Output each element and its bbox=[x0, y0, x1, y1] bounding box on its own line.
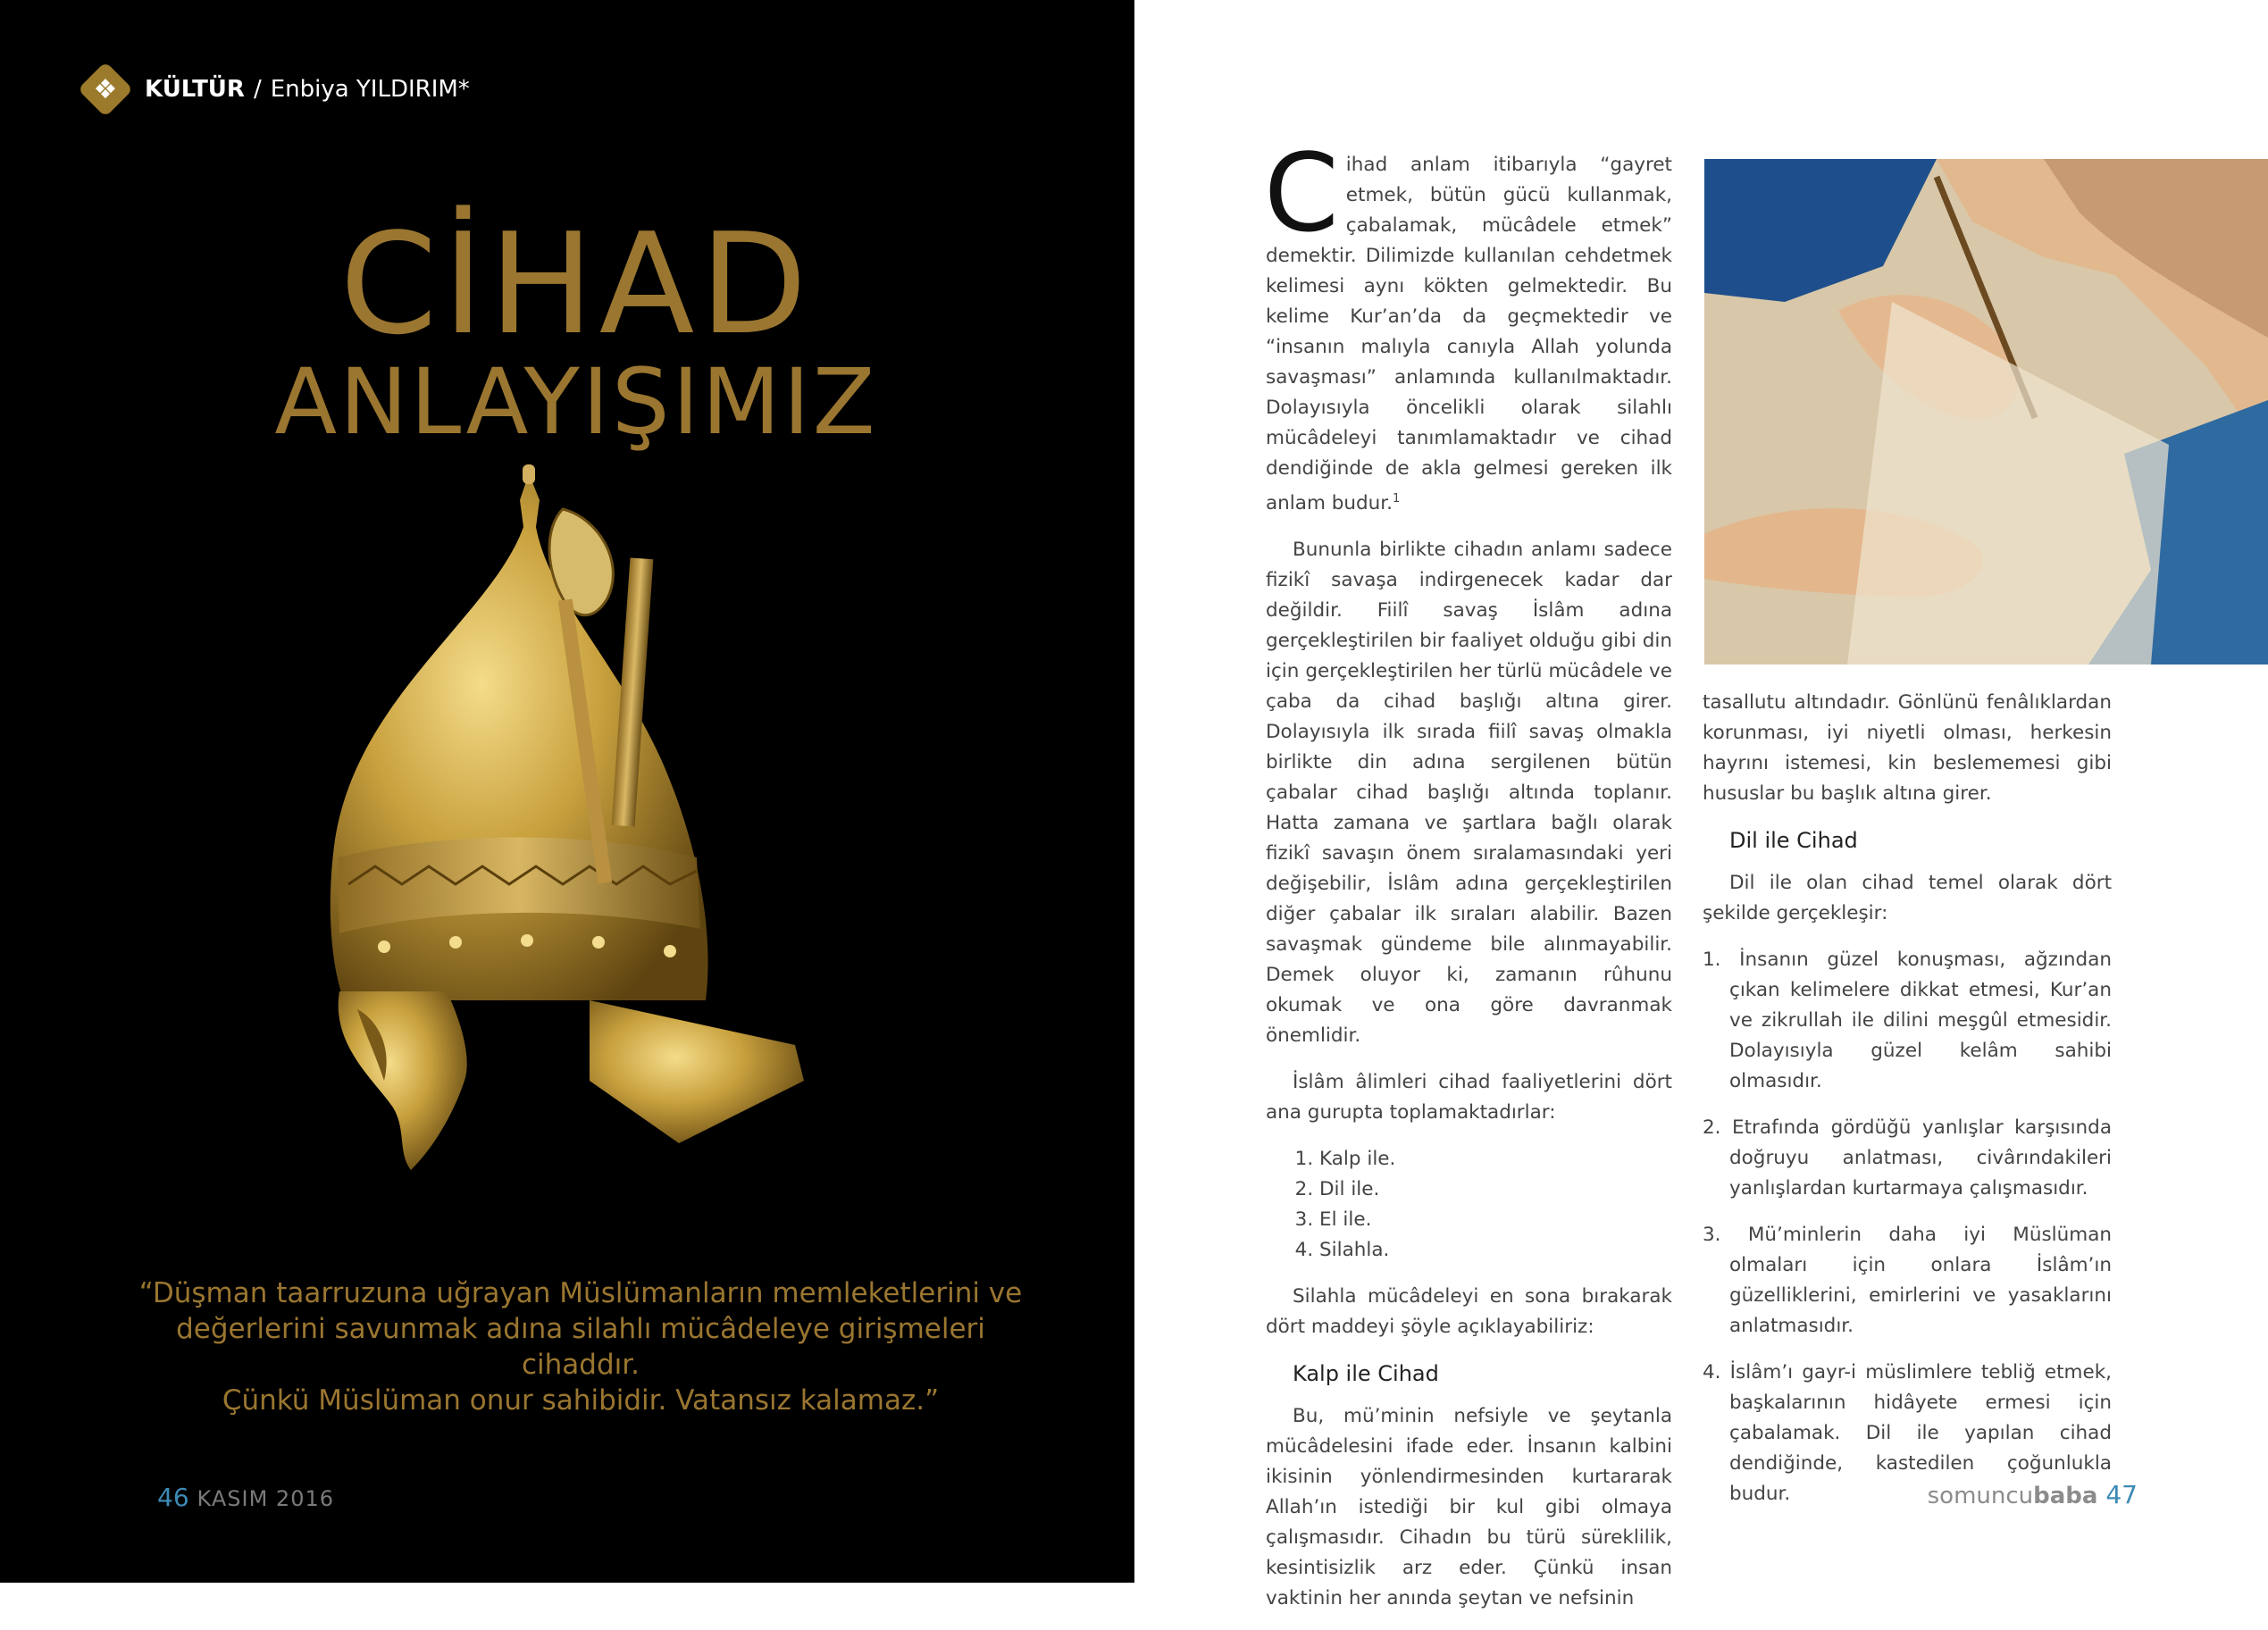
drop-cap: C bbox=[1264, 132, 1339, 256]
title-line-1: CİHAD bbox=[339, 203, 813, 365]
paragraph: tasallutu altındadır. Gönlünü fenâlıklardan korunması, iyi niyetli olması, herkesin hayrını istemesi, kin beslememesi gibi hususlar bu başlık altına girer. bbox=[1703, 691, 2112, 805]
list-item: 4. İslâm’ı gayr-i müslimlere tebliğ etmek, başkalarının hidâyete ermesi için çabalamak. Dil ile yapılan cihad dendiğinde, kastedilen çoğunlukla budur. bbox=[1703, 1361, 2112, 1505]
writing-child-photo bbox=[1704, 159, 2268, 665]
dil-list bbox=[1703, 945, 2112, 1509]
list-item: 1. Kalp ile. bbox=[1319, 1144, 1672, 1174]
section-separator: / bbox=[253, 76, 262, 103]
title-line-2: ANLAYIŞIMIZ bbox=[274, 349, 878, 456]
subheading-kalp: Kalp ile Cihad bbox=[1293, 1361, 1439, 1387]
paragraph: Bununla birlikte cihadın anlamı sadece fizikî savaşa indirgenecek kadar dar değildir. Fiilî savaş İslâm adına gerçekleştirilen bir faaliyet olduğu gibi din için gerçekleştirilen her türlü mücâdele ve çaba da cihad başlığı altına girer. Dolayısıyla ilk sırada fiilî savaş olmakla birlikte din adına sergilenen bütün çabalar cihad başlığı altında toplanır. Hatta zamana ve şartlara bağlı olarak fizikî savaşın önem sıralamasındaki yeri değişebilir, İslâm adına gerçekleştirilen diğer çabalar ilk sıraları alabilir. Bazen savaşmak gündeme bile alınmayabilir. Demek oluyor ki, zamanın rûhunu okumak ve ona göre davranmak önemlidir. bbox=[1266, 539, 1672, 1048]
quote-line: “Düşman taarruzuna uğrayan Müslümanların memleketlerini ve bbox=[138, 1277, 1023, 1309]
quote-line: Çünkü Müslüman onur sahibidir. Vatansız kalamaz.” bbox=[222, 1384, 940, 1417]
article-column-1 bbox=[1264, 132, 1672, 1630]
footnote-ref: 1 bbox=[1392, 492, 1401, 506]
issue-date: KASIM 2016 bbox=[197, 1486, 335, 1511]
intro-paragraph bbox=[1264, 132, 1672, 519]
paragraph-text: ihad anlam itibarıyla “gayret etmek, bütün gücü kullanmak, çabalamak, mücâdele etmek” demektir. Dilimizde kullanılan cehdetmek kelimesi aynı kökten gelmektedir. Bu kelime Kur’an’da da geçmektedir ve “insanın malıyla canıyla Allah yolunda savaşması” anlamında kullanılmaktadır. Dolayısıyla öncelikli olarak silahlı mücâdeleyi tanımlamaktadır ve cihad dendiğinde de akla gelmesi gereken ilk anlam budur. bbox=[1266, 154, 1672, 515]
section-tag bbox=[75, 59, 470, 120]
subheading-dil: Dil ile Cihad bbox=[1729, 828, 1858, 853]
folio-left bbox=[157, 1483, 334, 1512]
groups-list bbox=[1266, 1144, 1672, 1266]
paragraph: Bu, mü’minin nefsiyle ve şeytanla mücâdelesini ifade eder. İnsanın kalbini ikisinin yönlendirmesinden kurtararak Allah’ın istediği bir kul gibi olmaya çalışmasıdır. Cihadın bu türü süreklilik, kesintisizlik arz eder. Çünkü insan vaktinin her anında şeytan ve nefsinin bbox=[1266, 1405, 1672, 1610]
magazine-brand bbox=[1928, 1483, 2098, 1509]
quote-line: değerlerini savunmak adına silahlı mücâdeleye girişmeleri cihaddır. bbox=[176, 1313, 985, 1381]
article-column-2 bbox=[1703, 688, 2112, 1526]
paragraph: Dil ile olan cihad temel olarak dört şekilde gerçekleşir: bbox=[1703, 872, 2112, 924]
left-page bbox=[0, 0, 1134, 1583]
diamond-ornament-icon: ❖ bbox=[75, 59, 136, 120]
section-label: KÜLTÜR bbox=[145, 76, 245, 103]
list-item: 2. Dil ile. bbox=[1319, 1174, 1672, 1205]
list-item: 4. Silahla. bbox=[1319, 1235, 1672, 1266]
pull-quote bbox=[134, 1275, 1027, 1418]
helmet-image bbox=[322, 464, 822, 1197]
brand-part-a: somuncu bbox=[1927, 1483, 2034, 1509]
list-item: 3. El ile. bbox=[1319, 1205, 1672, 1235]
paragraph: Silahla mücâdeleyi en sona bırakarak dört maddeyi şöyle açıklayabiliriz: bbox=[1266, 1285, 1672, 1339]
paragraph: İslâm âlimleri cihad faaliyetlerini dört ana gurupta toplamaktadırlar: bbox=[1266, 1071, 1672, 1124]
list-item: 3. Mü’minlerin daha iyi Müslüman olmaları için onlara İslâm’ın güzelliklerini, emirlerini ve yasaklarını anlatmasıdır. bbox=[1703, 1224, 2112, 1337]
author-name: Enbiya YILDIRIM* bbox=[270, 76, 470, 103]
list-item: 2. Etrafında gördüğü yanlışlar karşısında doğruyu anlatması, civârındakileri yanlışlardan kurtarmaya çalışmasıdır. bbox=[1703, 1116, 2112, 1200]
folio-right bbox=[1928, 1480, 2138, 1509]
list-item: 1. İnsanın güzel konuşması, ağzından çıkan kelimelere dikkat etmesi, Kur’an ve zikrullah ile dilini meşgûl etmesidir. Dolayısıyla güzel kelâm sahibi olmasıdır. bbox=[1703, 949, 2112, 1092]
page-number-left: 46 bbox=[157, 1483, 189, 1512]
page-number-right: 47 bbox=[2105, 1480, 2138, 1509]
brand-part-b: baba bbox=[2033, 1483, 2098, 1509]
